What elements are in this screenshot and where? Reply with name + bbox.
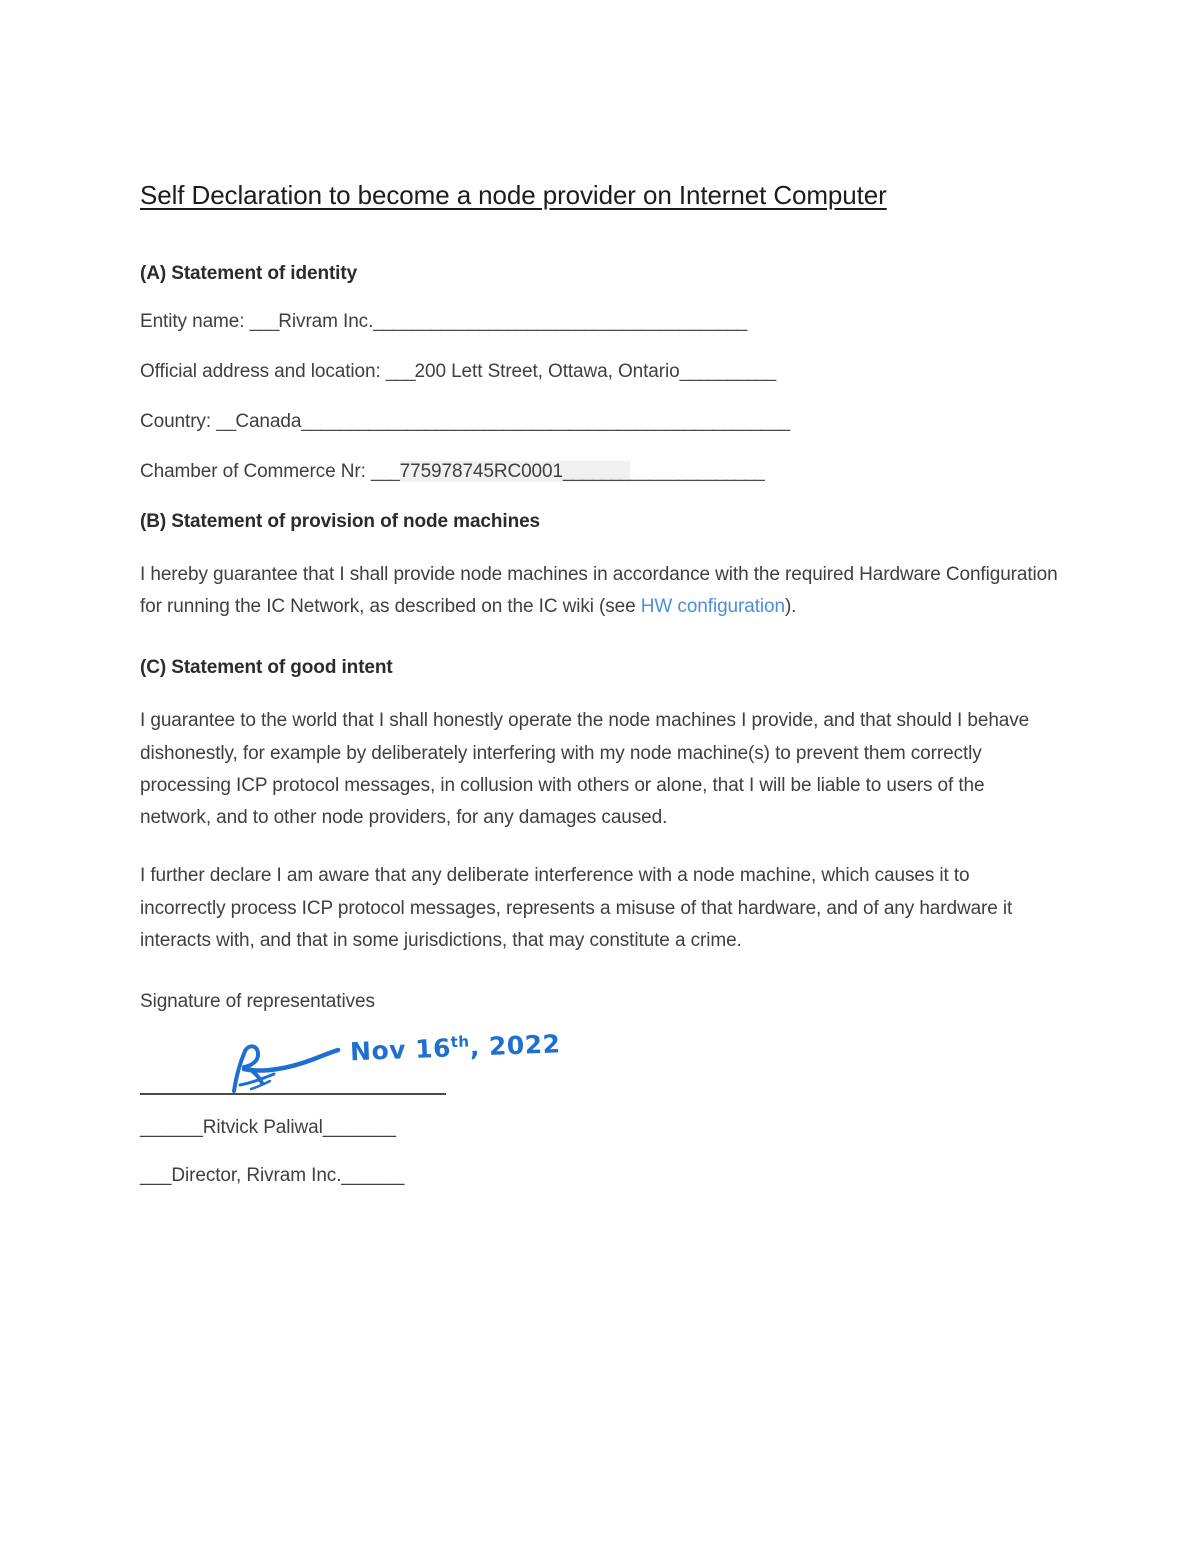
- handwritten-date-year: , 2022: [469, 1029, 562, 1063]
- field-chamber-of-commerce-value[interactable]: 775978745RC0001: [399, 460, 563, 482]
- field-entity-name: [140, 311, 1060, 333]
- field-chamber-of-commerce-label: Chamber of Commerce Nr:: [140, 460, 371, 482]
- section-b-heading: (B) Statement of provision of node machines: [140, 510, 541, 532]
- field-entity-name-lead-rule: ___: [249, 310, 279, 332]
- signature-label: Signature of representatives: [140, 991, 375, 1013]
- section-a-heading: (A) Statement of identity: [140, 262, 358, 284]
- section-c-paragraph-1: I guarantee to the world that I shall honestly operate the node machines I provide, and that should I behave dishonestly, for example by deliberately interfering with my node machine(s) to prevent them correctly processing ICP protocol messages, in collusion with others or alone, that I will be liable to users of the network, and to other node providers, for any damages caused.: [140, 710, 1030, 829]
- field-country: [140, 411, 1060, 433]
- field-entity-name-value[interactable]: Rivram Inc.: [278, 310, 374, 332]
- handwritten-signature-icon: [218, 1039, 368, 1099]
- field-official-address-value[interactable]: 200 Lett Street, Ottawa, Ontario: [414, 360, 680, 382]
- handwritten-date-ordinal: th: [450, 1032, 470, 1052]
- field-country-value[interactable]: Canada: [235, 410, 302, 432]
- field-country-trail-rule: ___________________________________________________: [301, 410, 790, 432]
- section-b-text-after-link: ).: [784, 595, 797, 617]
- section-c-heading: (C) Statement of good intent: [140, 657, 393, 679]
- field-chamber-of-commerce-trail-rule: ______________: [629, 460, 764, 482]
- section-b-text-before-link: I hereby guarantee that I shall provide node machines in accordance with the required Hardware Configuration for running the IC Network, as described on the IC wiki (see: [140, 563, 1058, 617]
- page-title: Self Declaration to become a node provider on Internet Computer: [140, 180, 887, 210]
- section-b-paragraph: [140, 559, 1060, 624]
- section-c-paragraph-2: I further declare I am aware that any deliberate interference with a node machine, which causes it to incorrectly process ICP protocol messages, represents a misuse of that hardware, and of any hardware it interacts with, and that in some jurisdictions, that may constitute a crime.: [140, 865, 1013, 952]
- hw-configuration-link[interactable]: HW configuration: [640, 595, 785, 617]
- signature-area: [140, 1019, 1060, 1111]
- field-official-address-lead-rule: ___: [385, 360, 415, 382]
- field-country-lead-rule: __: [216, 410, 236, 432]
- signatory-name-line: ______Ritvick Paliwal_______: [140, 1117, 396, 1139]
- field-country-label: Country:: [140, 410, 217, 432]
- field-entity-name-label: Entity name:: [140, 310, 250, 332]
- field-official-address-label: Official address and location:: [140, 360, 386, 382]
- field-chamber-of-commerce: [140, 461, 1060, 483]
- signatory-title-line: ___Director, Rivram Inc.______: [140, 1165, 405, 1187]
- handwritten-date-monthday: Nov 16: [349, 1033, 452, 1067]
- field-entity-name-trail-rule: _______________________________________: [373, 310, 747, 332]
- field-official-address-trail-rule: __________: [679, 360, 776, 382]
- field-chamber-of-commerce-lead-rule: ___: [370, 460, 400, 482]
- field-official-address: [140, 361, 1060, 383]
- field-chamber-of-commerce-highlight-rule: _______: [562, 460, 630, 482]
- handwritten-date: [350, 1029, 562, 1066]
